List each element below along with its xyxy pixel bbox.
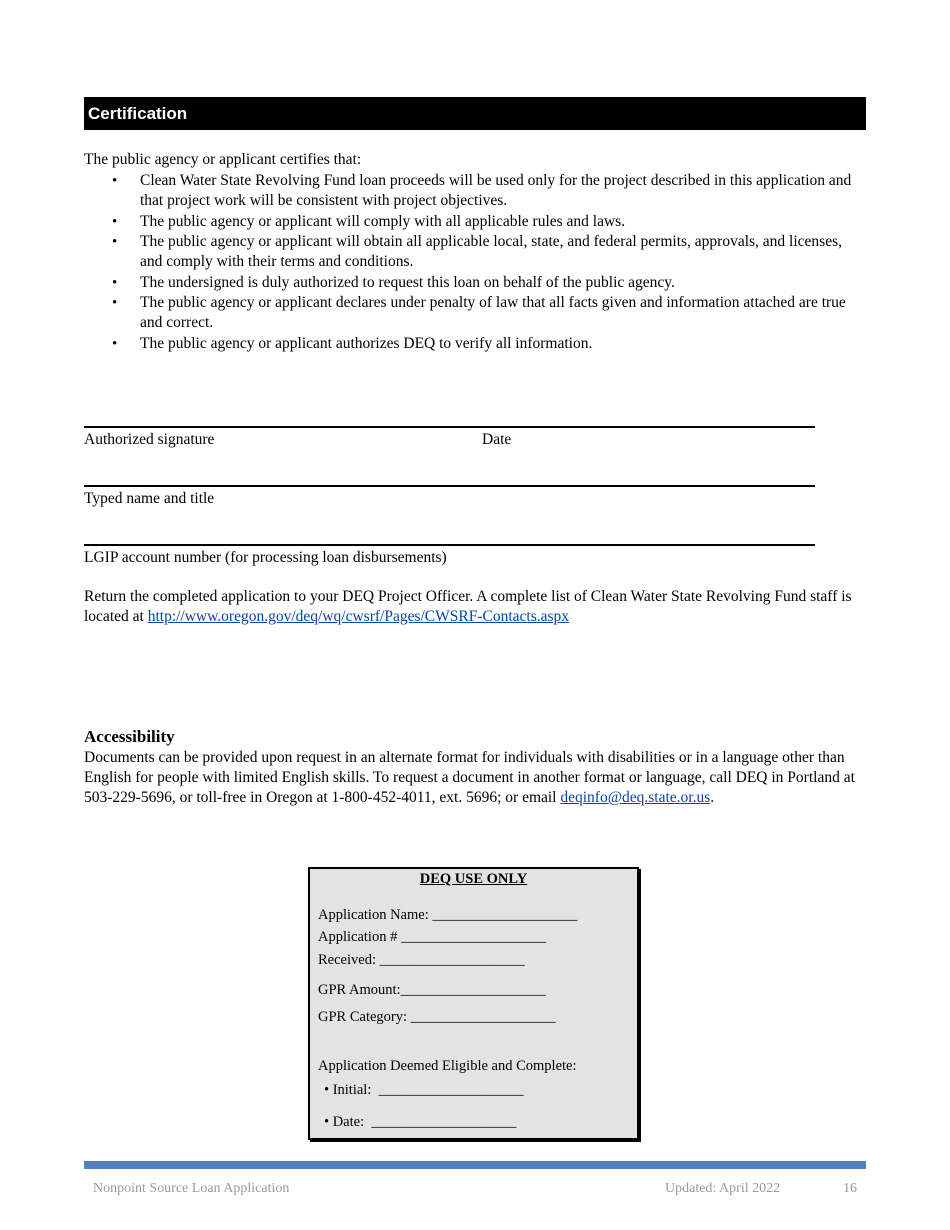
certification-list xyxy=(84,171,864,354)
certification-intro: The public agency or applicant certifies that: xyxy=(84,151,362,168)
certification-item: • The public agency or applicant will obtain all applicable local, state, and federal permits, approvals, and licenses, and comply with their terms and conditions. xyxy=(84,232,864,272)
certification-heading: Certification xyxy=(84,97,866,130)
deq-box-title: DEQ USE ONLY xyxy=(419,871,528,887)
accessibility-heading: Accessibility xyxy=(84,727,175,746)
footer-updated: Updated: April 2022 xyxy=(665,1181,781,1196)
page-number: 16 xyxy=(843,1181,857,1196)
typed-name-label: Typed name and title xyxy=(84,490,215,507)
email-link[interactable]: deqinfo@deq.state.or.us xyxy=(560,789,711,806)
footer-doc-title: Nonpoint Source Loan Application xyxy=(93,1181,290,1196)
date-field xyxy=(324,1114,516,1131)
footer-bar xyxy=(84,1161,866,1169)
certification-item: • The public agency or applicant declares under penalty of law that all facts given and information attached are true and correct. xyxy=(84,293,864,333)
application-number-field: Application # ____________________ xyxy=(318,929,546,945)
return-instructions xyxy=(84,587,864,627)
received-field: Received: ____________________ xyxy=(318,952,525,968)
gpr-category-field: GPR Category: ____________________ xyxy=(318,1009,556,1025)
date-label: Date xyxy=(482,431,512,448)
bullet-icon: • xyxy=(324,1082,330,1098)
signature-line[interactable] xyxy=(84,426,815,428)
certification-item: • Clean Water State Revolving Fund loan proceeds will be used only for the project described in this application and that project work will be consistent with project objectives. xyxy=(84,171,864,211)
return-text: Return the completed application to your DEQ Project Officer. A complete list of Clean Water State Revolving Fund staff is located at xyxy=(84,588,852,625)
typed-name-line[interactable] xyxy=(84,485,815,487)
gpr-amount-field: GPR Amount:____________________ xyxy=(318,982,546,998)
deq-use-only-box xyxy=(308,867,639,1140)
accessibility-text xyxy=(84,748,864,808)
certification-item: • The undersigned is duly authorized to request this loan on behalf of the public agency. xyxy=(84,273,864,293)
initial-label: Initial: ____________________ xyxy=(332,1082,524,1098)
lgip-line[interactable] xyxy=(84,544,815,546)
authorized-signature-label: Authorized signature xyxy=(84,431,215,448)
lgip-label: LGIP account number (for processing loan disbursements) xyxy=(84,549,447,566)
certification-item: • The public agency or applicant will comply with all applicable rules and laws. xyxy=(84,212,864,232)
eligible-label: Application Deemed Eligible and Complete: xyxy=(318,1058,577,1074)
application-name-field: Application Name: ____________________ xyxy=(318,907,578,923)
accessibility-body: Documents can be provided upon request in an alternate format for individuals with disabilities or in a language other than English for people with limited English skills. To request a document in another format or language, call DEQ in Portland at 503-229-5696, or toll-free in Oregon at 1-800-452-4011, ext. 5696; or email xyxy=(84,749,855,806)
contacts-link[interactable]: http://www.oregon.gov/deq/wq/cwsrf/Pages/CWSRF-Contacts.aspx xyxy=(147,608,570,625)
certification-item: • The public agency or applicant authorizes DEQ to verify all information. xyxy=(84,334,864,354)
date-field-label: Date: ____________________ xyxy=(332,1114,517,1130)
accessibility-period: . xyxy=(710,789,715,806)
initial-field xyxy=(324,1082,524,1099)
bullet-icon: • xyxy=(324,1114,330,1130)
